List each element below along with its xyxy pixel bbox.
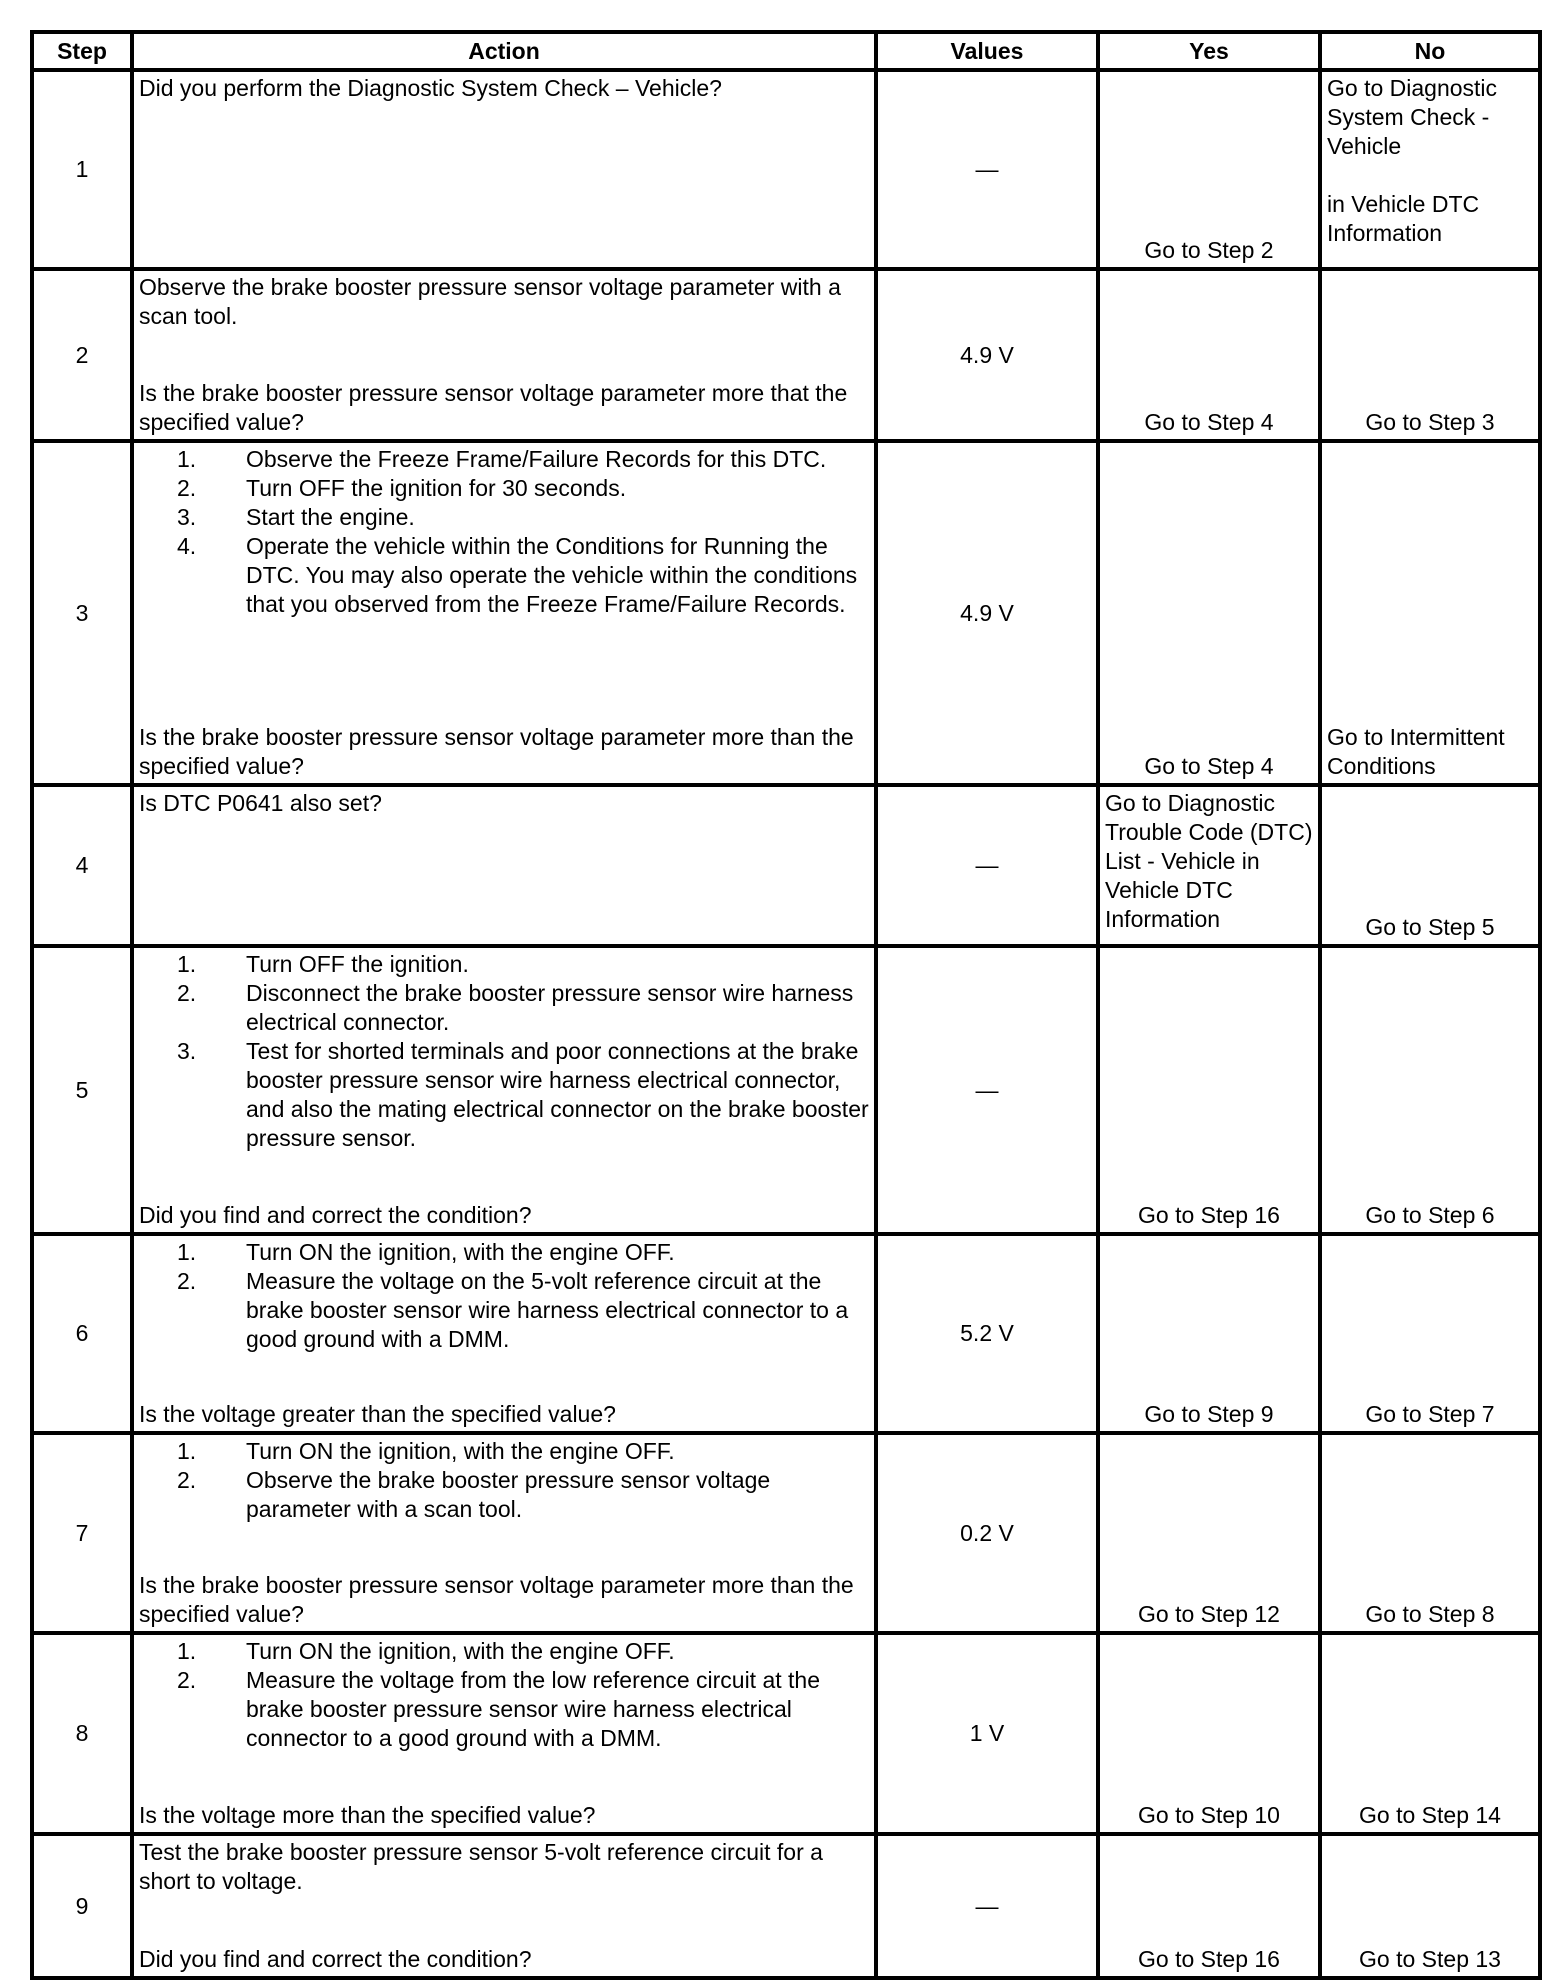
step-number: 1: [32, 70, 132, 269]
step-item-text: Operate the vehicle within the Conditions for Running the DTC. You may also operate the vehicle within the conditions that you observed from the Freeze Frame/Failure Records.: [246, 533, 858, 617]
diagnostic-table: [30, 30, 1542, 1980]
action-content: [134, 1635, 874, 1832]
action-step-item: [139, 445, 869, 474]
action-content: [134, 1836, 874, 1976]
step-item-number: 2.: [177, 1268, 197, 1294]
action-step-item: [139, 1267, 869, 1354]
spec-value: 1 V: [876, 1633, 1098, 1834]
spec-value: 5.2 V: [876, 1234, 1098, 1433]
action-question: Did you perform the Diagnostic System Check – Vehicle?: [139, 75, 722, 101]
spec-value: —: [876, 946, 1098, 1234]
step-item-text: Disconnect the brake booster pressure sensor wire harness electrical connector.: [246, 980, 854, 1035]
step-number: 3: [32, 441, 132, 785]
header-values: Values: [876, 32, 1098, 70]
step-item-number: 3.: [177, 1038, 197, 1064]
spec-value: —: [876, 785, 1098, 946]
yes-link[interactable]: Go to Step 12: [1098, 1433, 1320, 1633]
step-item-text: Turn ON the ignition, with the engine OFF.: [246, 1239, 675, 1265]
step-item-text: Observe the brake booster pressure sensor voltage parameter with a scan tool.: [246, 1467, 771, 1522]
action-step-item: [139, 532, 869, 619]
action-steps: [139, 950, 869, 1153]
action-question: Did you find and correct the condition?: [139, 1202, 532, 1228]
step-item-number: 1.: [177, 1239, 197, 1265]
yes-link[interactable]: Go to Step 10: [1098, 1633, 1320, 1834]
step-number: 2: [32, 269, 132, 441]
action-step-item: [139, 950, 869, 979]
step-number: 4: [32, 785, 132, 946]
action-cell: [132, 1234, 876, 1433]
header-no: No: [1320, 32, 1540, 70]
step-item-number: 1.: [177, 1638, 197, 1664]
table-row: [32, 946, 1540, 1234]
action-content: [134, 1435, 874, 1631]
action-step-item: [139, 1238, 869, 1267]
step-item-text: Turn ON the ignition, with the engine OFF.: [246, 1438, 675, 1464]
action-top: [139, 1238, 869, 1354]
step-item-text: Turn ON the ignition, with the engine OFF.: [246, 1638, 675, 1664]
action-steps: [139, 1238, 869, 1354]
no-link[interactable]: Go to Diagnostic System Check - Vehicle: [1327, 75, 1498, 159]
step-item-text: Test for shorted terminals and poor connections at the brake booster pressure sensor wire harness electrical connector, and also the mating electrical connector on the brake booster pressure sensor.: [246, 1038, 869, 1151]
action-question: Is the voltage more than the specified value?: [139, 1802, 596, 1828]
action-content: [134, 948, 874, 1232]
no-link[interactable]: Go to Step 7: [1320, 1234, 1540, 1433]
table-row: [32, 1834, 1540, 1978]
action-content: [134, 443, 874, 783]
action-top: [139, 273, 869, 331]
yes-link[interactable]: Go to Step 9: [1098, 1234, 1320, 1433]
action-step-item: [139, 474, 869, 503]
action-top: [139, 445, 869, 619]
action-steps: [139, 445, 869, 619]
action-step-item: [139, 1637, 869, 1666]
step-item-text: Observe the Freeze Frame/Failure Records for this DTC.: [246, 446, 827, 472]
action-question: Is the brake booster pressure sensor voltage parameter more than the specified value?: [139, 724, 854, 779]
action-top: [139, 1437, 869, 1524]
step-item-number: 1.: [177, 1438, 197, 1464]
no-cell: [1320, 70, 1540, 269]
no-link-location: in Vehicle DTC Information: [1327, 191, 1480, 246]
yes-link[interactable]: Go to Step 2: [1098, 70, 1320, 269]
action-top: [139, 1637, 869, 1753]
action-steps: [139, 1437, 869, 1524]
step-item-text: Turn OFF the ignition.: [246, 951, 469, 977]
step-item-text: Measure the voltage on the 5-volt reference circuit at the brake booster sensor wire harness electrical connector to a good ground with a DMM.: [246, 1268, 849, 1352]
step-number: 8: [32, 1633, 132, 1834]
yes-link[interactable]: Go to Diagnostic Trouble Code (DTC) List - Vehicle in Vehicle DTC Information: [1098, 785, 1320, 946]
action-content: [134, 787, 874, 944]
action-cell: [132, 1834, 876, 1978]
action-question: Is the brake booster pressure sensor voltage parameter more than the specified value?: [139, 1572, 854, 1627]
action-question: Is DTC P0641 also set?: [139, 790, 382, 816]
action-cell: [132, 1433, 876, 1633]
action-step-item: [139, 1037, 869, 1153]
header-yes: Yes: [1098, 32, 1320, 70]
step-item-number: 3.: [177, 504, 197, 530]
step-number: 6: [32, 1234, 132, 1433]
action-question: Is the voltage greater than the specified value?: [139, 1401, 616, 1427]
no-link[interactable]: Go to Step 3: [1320, 269, 1540, 441]
step-item-text: Measure the voltage from the low reference circuit at the brake booster pressure sensor wire harness electrical connector to a good ground with a DMM.: [246, 1667, 821, 1751]
action-step-item: [139, 1437, 869, 1466]
step-item-number: 2.: [177, 1467, 197, 1493]
header-action: Action: [132, 32, 876, 70]
no-link[interactable]: Go to Step 5: [1320, 785, 1540, 946]
action-intro: Test the brake booster pressure sensor 5-volt reference circuit for a short to voltage.: [139, 1839, 823, 1894]
spec-value: —: [876, 70, 1098, 269]
no-link[interactable]: Go to Step 8: [1320, 1433, 1540, 1633]
table-row: [32, 785, 1540, 946]
step-item-number: 2.: [177, 1667, 197, 1693]
action-intro: Observe the brake booster pressure sensor voltage parameter with a scan tool.: [139, 274, 841, 329]
action-cell: [132, 269, 876, 441]
action-question: Did you find and correct the condition?: [139, 1946, 532, 1972]
action-steps: [139, 1637, 869, 1753]
action-top: [139, 1838, 869, 1896]
table-row: [32, 1633, 1540, 1834]
no-link[interactable]: Go to Intermittent Conditions: [1320, 441, 1540, 785]
step-item-number: 4.: [177, 533, 197, 559]
table-row: [32, 269, 1540, 441]
table-row: [32, 70, 1540, 269]
no-link[interactable]: Go to Step 13: [1320, 1834, 1540, 1978]
step-item-text: Start the engine.: [246, 504, 415, 530]
action-cell: [132, 946, 876, 1234]
action-step-item: [139, 1466, 869, 1524]
yes-link[interactable]: Go to Step 4: [1098, 441, 1320, 785]
spec-value: 0.2 V: [876, 1433, 1098, 1633]
step-number: 5: [32, 946, 132, 1234]
yes-link[interactable]: Go to Step 4: [1098, 269, 1320, 441]
action-step-item: [139, 979, 869, 1037]
action-cell: [132, 1633, 876, 1834]
step-number: 7: [32, 1433, 132, 1633]
action-cell: [132, 441, 876, 785]
no-link[interactable]: Go to Step 14: [1320, 1633, 1540, 1834]
table-row: [32, 1234, 1540, 1433]
yes-link[interactable]: Go to Step 16: [1098, 1834, 1320, 1978]
action-content: [134, 271, 874, 439]
step-item-number: 2.: [177, 475, 197, 501]
action-cell: [132, 785, 876, 946]
action-step-item: [139, 503, 869, 532]
spec-value: 4.9 V: [876, 441, 1098, 785]
no-link[interactable]: Go to Step 6: [1320, 946, 1540, 1234]
step-item-number: 1.: [177, 951, 197, 977]
header-row: [32, 32, 1540, 70]
action-content: [134, 1236, 874, 1431]
action-step-item: [139, 1666, 869, 1753]
spec-value: 4.9 V: [876, 269, 1098, 441]
step-number: 9: [32, 1834, 132, 1978]
action-cell: [132, 70, 876, 269]
table-row: [32, 1433, 1540, 1633]
action-content: [134, 72, 874, 267]
spacer: [1327, 161, 1533, 190]
step-item-number: 1.: [177, 446, 197, 472]
header-step: Step: [32, 32, 132, 70]
step-item-text: Turn OFF the ignition for 30 seconds.: [246, 475, 627, 501]
action-question: Is the brake booster pressure sensor voltage parameter more that the specified value?: [139, 380, 848, 435]
step-item-number: 2.: [177, 980, 197, 1006]
action-top: [139, 950, 869, 1153]
spec-value: —: [876, 1834, 1098, 1978]
table-row: [32, 441, 1540, 785]
yes-link[interactable]: Go to Step 16: [1098, 946, 1320, 1234]
